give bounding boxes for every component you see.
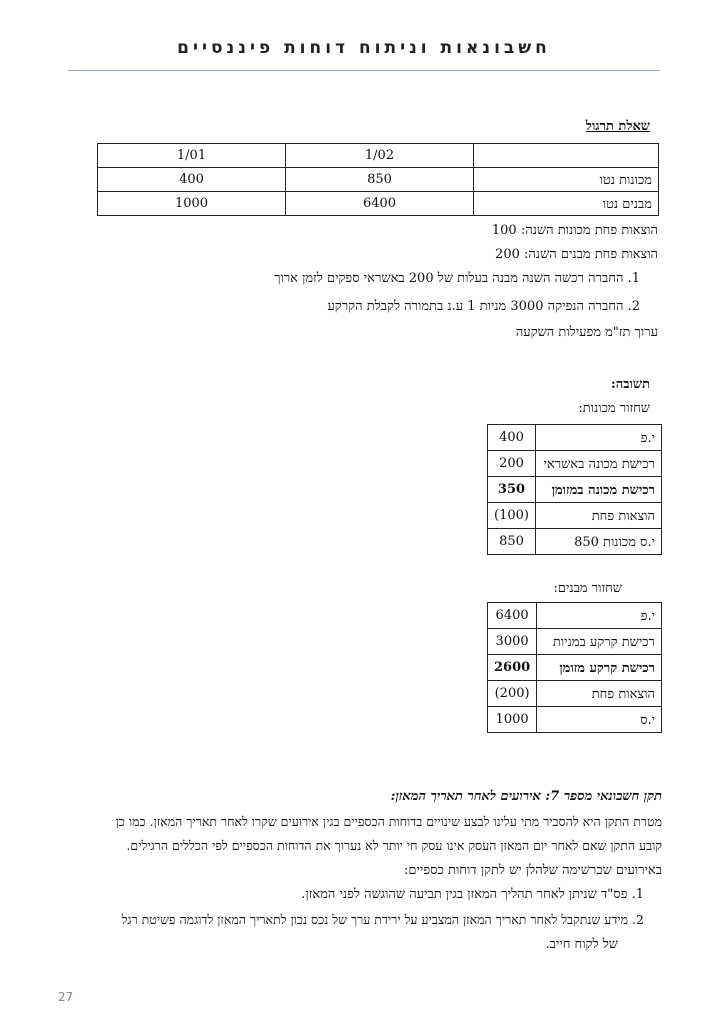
machines-title: שחזור מכונות:	[578, 401, 650, 416]
table-row	[488, 477, 662, 503]
table-row	[98, 168, 659, 192]
table-row	[488, 655, 662, 681]
row-value: 400	[488, 425, 536, 451]
row-value: 350	[488, 477, 536, 503]
item-number: 1.	[627, 271, 640, 286]
row-label: הוצאות פחת	[537, 681, 662, 707]
row-label: י.ס מכונות 850	[535, 529, 661, 555]
question-title: שאלת תרגול	[585, 119, 650, 134]
standard-para1-line1: מטרת התקן היא להסביר מתי עלינו לבצע שינויים בדוחות הכספיים בגין אירועים שקרו לאחר תאריך המאזן. כמו כן	[115, 814, 662, 829]
row-label: י.ס	[537, 707, 662, 733]
standard-item-continuation: של לקוח חייב.	[545, 937, 618, 952]
item-text: החברה הנפיקה 3000 מניות 1 ע.נ בתמורה לקבלת הקרקע	[327, 299, 624, 314]
table-cell: 850	[286, 168, 474, 192]
page-number: 27	[58, 990, 74, 1004]
answer-title: תשובה:	[611, 377, 650, 392]
table-row	[488, 503, 662, 529]
item-text: החברה רכשה השנה מבנה בעלות של 200 באשראי ספקים לזמן ארוך	[274, 271, 624, 286]
table-row	[488, 529, 662, 555]
row-value: 6400	[488, 603, 537, 629]
table-cell: מכונות נטו	[474, 168, 659, 192]
question-table	[97, 143, 659, 216]
table-row	[98, 144, 659, 168]
table-row	[488, 681, 662, 707]
question-item	[274, 270, 640, 286]
row-value: 200	[488, 451, 536, 477]
table-cell: 1/01	[98, 144, 286, 168]
table-cell: 400	[98, 168, 286, 192]
item-number: 1.	[631, 887, 644, 902]
header-divider	[68, 70, 660, 71]
row-value: 1000	[488, 707, 537, 733]
row-label: י.פ	[535, 425, 661, 451]
buildings-title: שחזור מבנים:	[553, 581, 622, 596]
table-cell	[474, 144, 659, 168]
row-label: הוצאות פחת	[535, 503, 661, 529]
table-cell: 6400	[286, 192, 474, 216]
question-instruction: ערוך תז"מ מפעילות השקעה	[515, 325, 658, 340]
row-label: רכישת קרקע מזומן	[537, 655, 662, 681]
table-row	[98, 192, 659, 216]
table-cell: מבנים נטו	[474, 192, 659, 216]
table-cell: 1000	[98, 192, 286, 216]
item-text: מידע שנתקבל לאחר תאריך המאזן המצביע על ירידת ערך של נכס נכון לתאריך המאזן לדוגמה פשיטת רגל	[121, 912, 629, 927]
depr-machines-text: הוצאות פחת מכונות השנה: 100	[491, 223, 658, 238]
table-row	[488, 707, 662, 733]
standard-item	[122, 912, 644, 928]
item-number: 2.	[627, 299, 640, 314]
table-row	[488, 629, 662, 655]
row-label: י.פ	[537, 603, 662, 629]
row-value: 2600	[488, 655, 537, 681]
item-number: 2.	[632, 912, 644, 927]
page-header-title: חשבונאות וניתוח דוחות פיננסיים	[177, 38, 551, 58]
row-label: רכישת מכונה באשראי	[535, 451, 661, 477]
standard-title: תקן חשבונאי מספר 7: אירועים לאחר תאריך המאזן:	[390, 789, 662, 804]
table-row	[488, 451, 662, 477]
table-row	[488, 425, 662, 451]
row-value: (100)	[488, 503, 536, 529]
machines-table	[487, 424, 662, 555]
depr-buildings-text: הוצאות פחת מבנים השנה: 200	[495, 247, 658, 262]
question-item	[327, 298, 640, 314]
item-text: פס"ד שניתן לאחר תהליך המאזן בגין תביעה שהוגשה לפני המאזן.	[301, 887, 628, 902]
row-value: (200)	[488, 681, 537, 707]
row-value: 3000	[488, 629, 537, 655]
standard-item	[301, 886, 644, 902]
buildings-table	[487, 602, 662, 733]
row-label: רכישת קרקע במניות	[537, 629, 662, 655]
table-row	[488, 603, 662, 629]
standard-para2: באירועים שברשימה שלהלן יש לתקן דוחות כספיים:	[404, 863, 662, 878]
row-value: 850	[488, 529, 536, 555]
table-cell: 1/02	[286, 144, 474, 168]
row-label: רכישת מכונה במזומן	[535, 477, 661, 503]
standard-para1-line2: קובע התקן שאם לאחר יום המאזן העסק אינו עסק חי יותר לא נערוך את הדוחות הכספיים לפי הכללים הרגילים.	[126, 838, 662, 853]
